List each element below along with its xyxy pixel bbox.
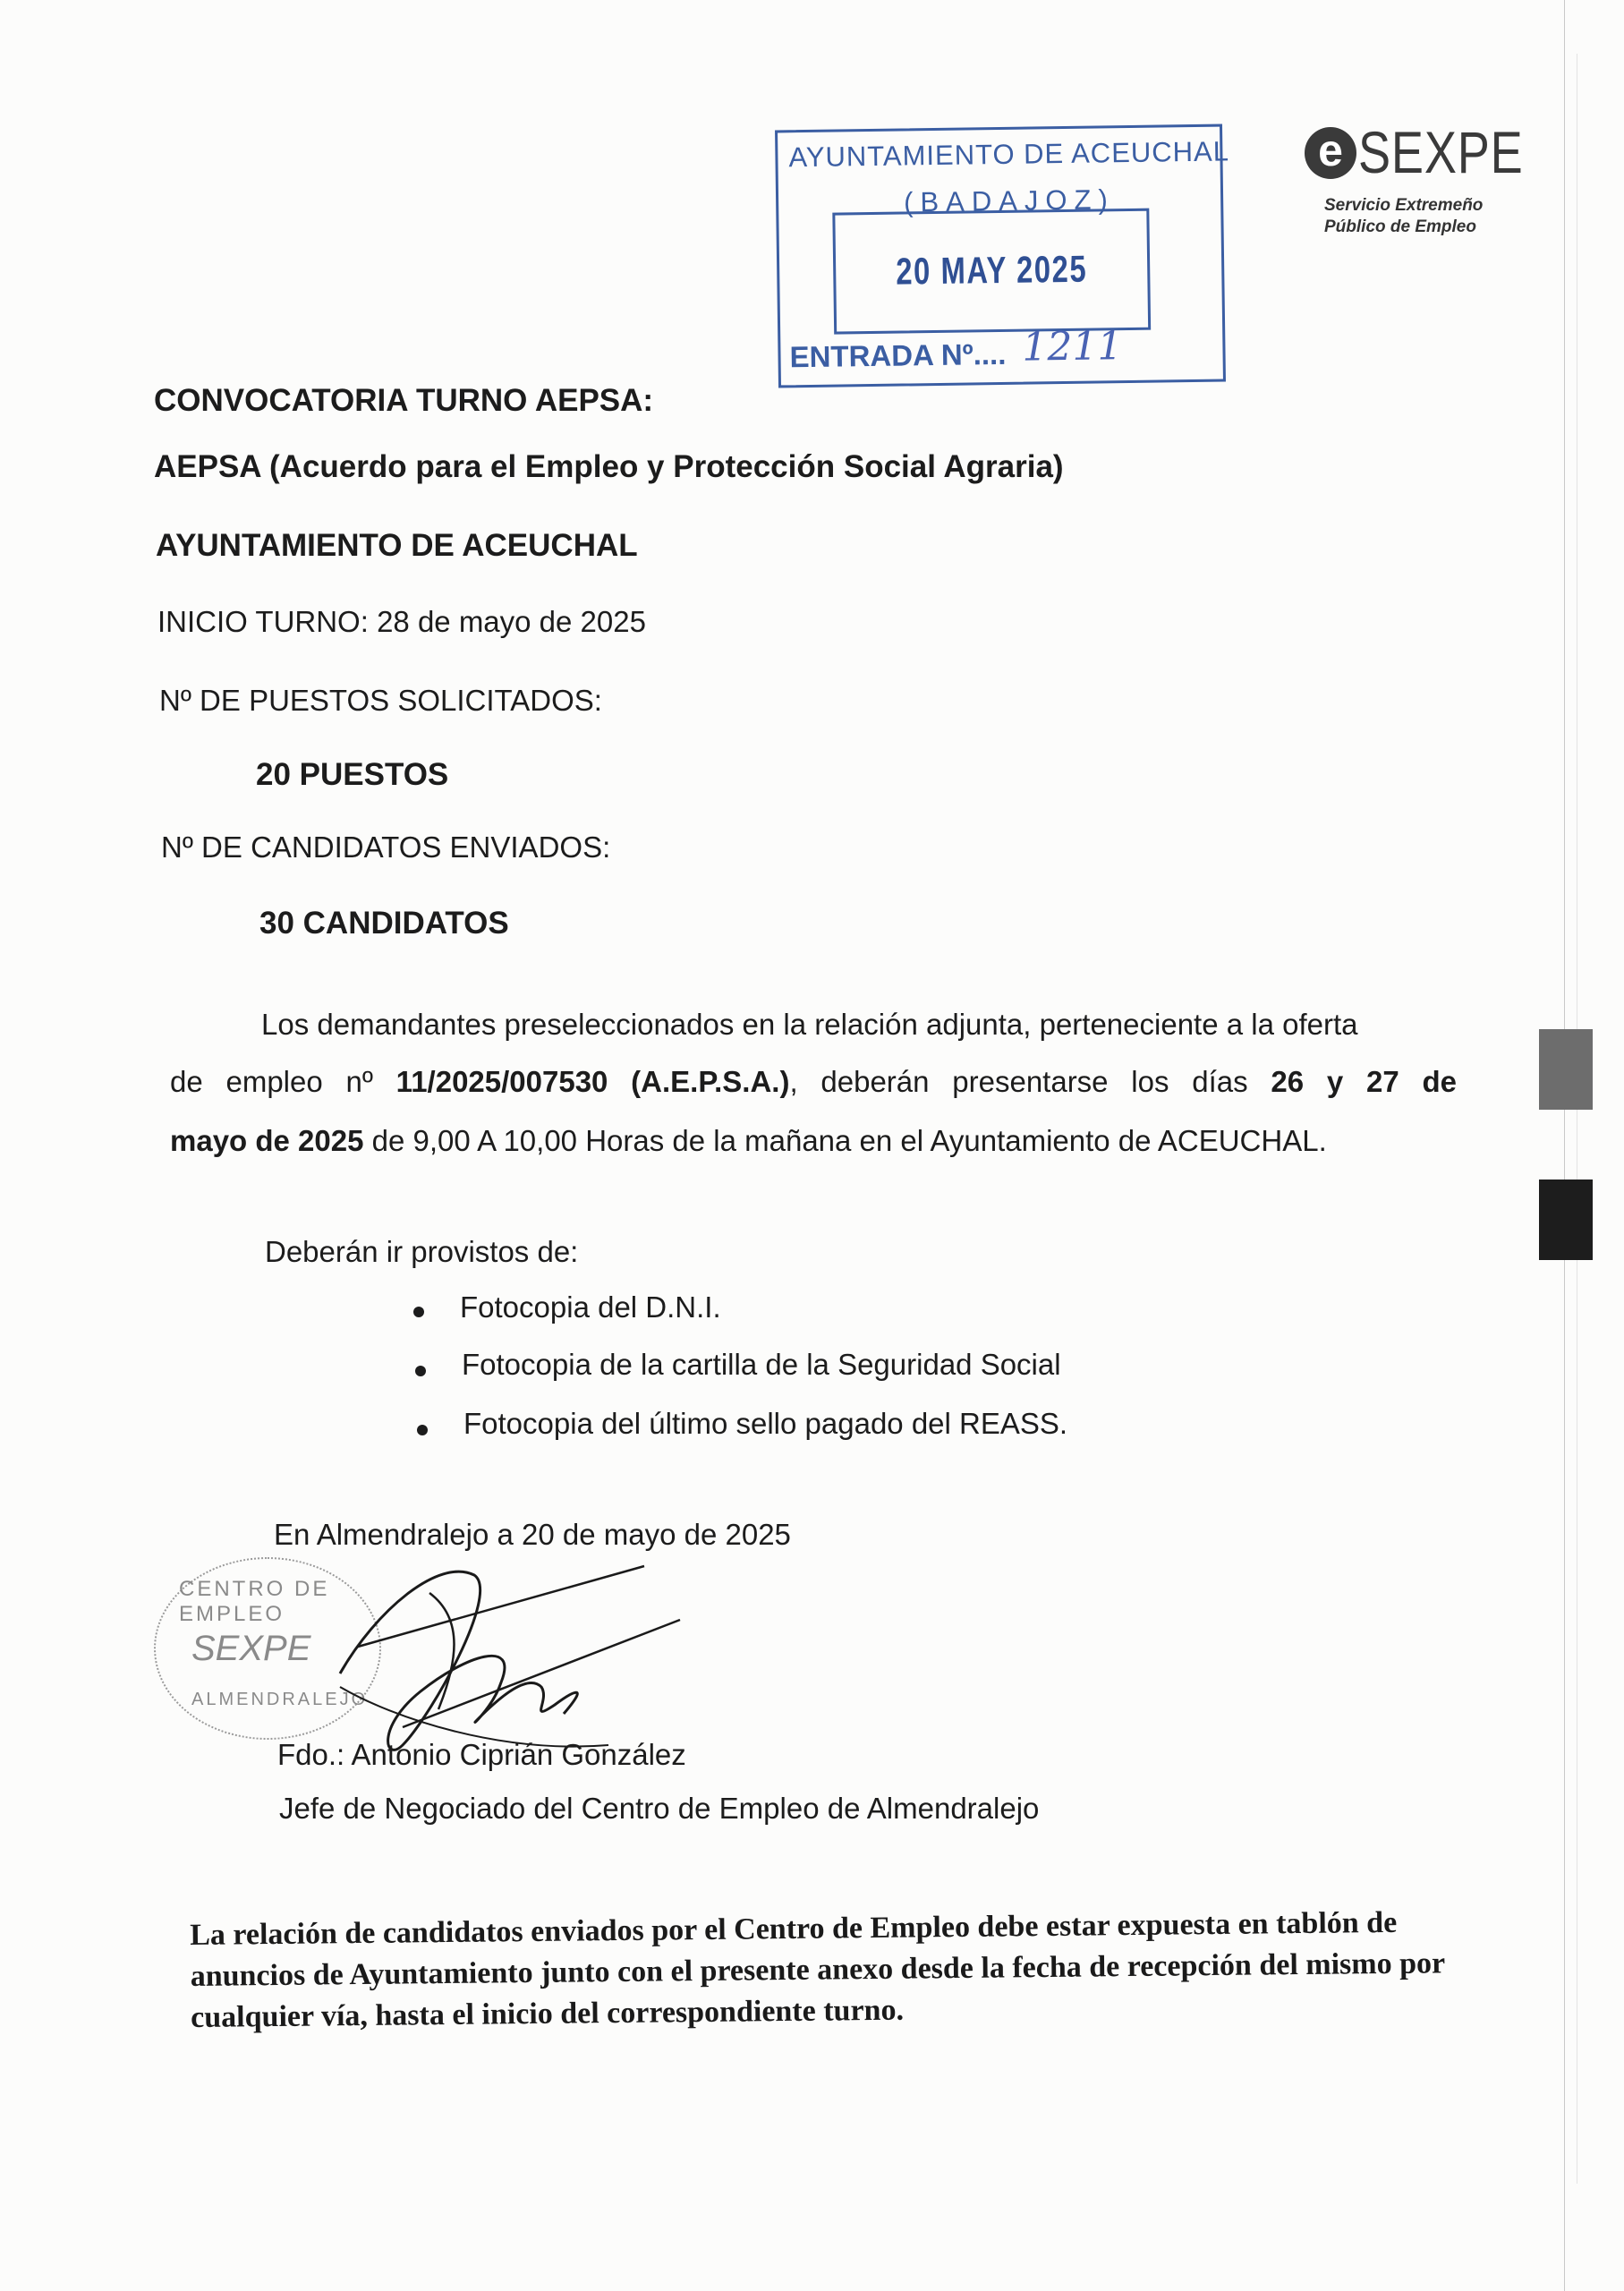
start-date: INICIO TURNO: 28 de mayo de 2025 xyxy=(157,605,646,638)
positions-value: 20 PUESTOS xyxy=(256,757,449,792)
council-name: AYUNTAMIENTO DE ACEUCHAL xyxy=(156,528,638,563)
place-and-date: En Almendralejo a 20 de mayo de 2025 xyxy=(274,1518,791,1551)
bullet-icon xyxy=(415,1366,426,1376)
requirements-intro: Deberán ir provistos de: xyxy=(265,1235,579,1268)
signatory-role: Jefe de Negociado del Centro de Empleo de Almendralejo xyxy=(279,1792,1040,1825)
program-name: AEPSA (Acuerdo para el Empleo y Protección Social Agraria) xyxy=(154,449,1064,484)
bullet-icon xyxy=(413,1307,424,1317)
logo-subtitle-line: Público de Empleo xyxy=(1324,217,1476,236)
offer-number: 11/2025/007530 (A.E.P.S.A.) xyxy=(395,1065,790,1098)
seal-text: ALMENDRALEJO xyxy=(191,1690,369,1709)
stamp-entry-label: ENTRADA Nº.... xyxy=(789,336,1007,374)
paragraph-line xyxy=(170,1124,1327,1158)
paragraph-text: , deberán presentarse los días xyxy=(789,1065,1271,1098)
requirement-item: Fotocopia del último sello pagado del REASS. xyxy=(463,1407,1068,1440)
stamp-entry-number: 1211 xyxy=(1022,323,1123,370)
requirement-item: Fotocopia del D.N.I. xyxy=(460,1290,721,1324)
stamp-province: (BADAJOZ) xyxy=(903,183,1115,218)
paragraph-text: de empleo nº xyxy=(170,1065,396,1098)
scan-edge-line xyxy=(1564,0,1565,2291)
scan-mark xyxy=(1539,1029,1593,1110)
stamp-date-box xyxy=(832,209,1151,335)
paragraph-line xyxy=(170,1065,1457,1099)
candidates-label: Nº DE CANDIDATOS ENVIADOS: xyxy=(161,830,611,864)
sexpe-logo-icon: e xyxy=(1305,127,1356,179)
sexpe-logo-name: SEXPE xyxy=(1358,119,1524,185)
registry-stamp xyxy=(775,124,1230,388)
scan-mark xyxy=(1539,1180,1593,1260)
stamp-date: 20 MAY 2025 xyxy=(895,247,1088,293)
footer-note: La relación de candidatos enviados por el Centro de Empleo debe estar expuesta en tablón de anuncios de Ayuntamiento junto con el presente anexo desde la fecha de recepción del mismo por cualquier vía, hasta el inicio del correspondiente turno. xyxy=(190,1905,1445,2034)
paragraph-line: Los demandantes preseleccionados en la relación adjunta, perteneciente a la oferta xyxy=(261,1008,1358,1041)
seal-text: SEXPE xyxy=(191,1629,311,1668)
presentation-days: 26 y 27 de xyxy=(1271,1065,1457,1098)
logo-subtitle-line: Servicio Extremeño xyxy=(1324,196,1484,215)
stamp-council: AYUNTAMIENTO DE ACEUCHAL xyxy=(788,135,1230,174)
positions-label: Nº DE PUESTOS SOLICITADOS: xyxy=(159,684,602,717)
signatory-name: Fdo.: Antonio Ciprián González xyxy=(277,1738,686,1771)
handwritten-signature xyxy=(322,1539,734,1772)
candidates-value: 30 CANDIDATOS xyxy=(259,906,509,941)
requirement-item: Fotocopia de la cartilla de la Seguridad Social xyxy=(462,1348,1061,1381)
sexpe-logo-subtitle xyxy=(1324,195,1483,238)
sexpe-logo xyxy=(1305,118,1524,243)
document-title: CONVOCATORIA TURNO AEPSA: xyxy=(154,383,654,418)
bullet-icon xyxy=(417,1425,428,1435)
presentation-month: mayo de 2025 xyxy=(170,1124,364,1157)
paragraph-text: de 9,00 A 10,00 Horas de la mañana en el Ayuntamiento de ACEUCHAL. xyxy=(363,1124,1327,1157)
seal-text: CENTRO DE EMPLEO xyxy=(179,1577,330,1626)
